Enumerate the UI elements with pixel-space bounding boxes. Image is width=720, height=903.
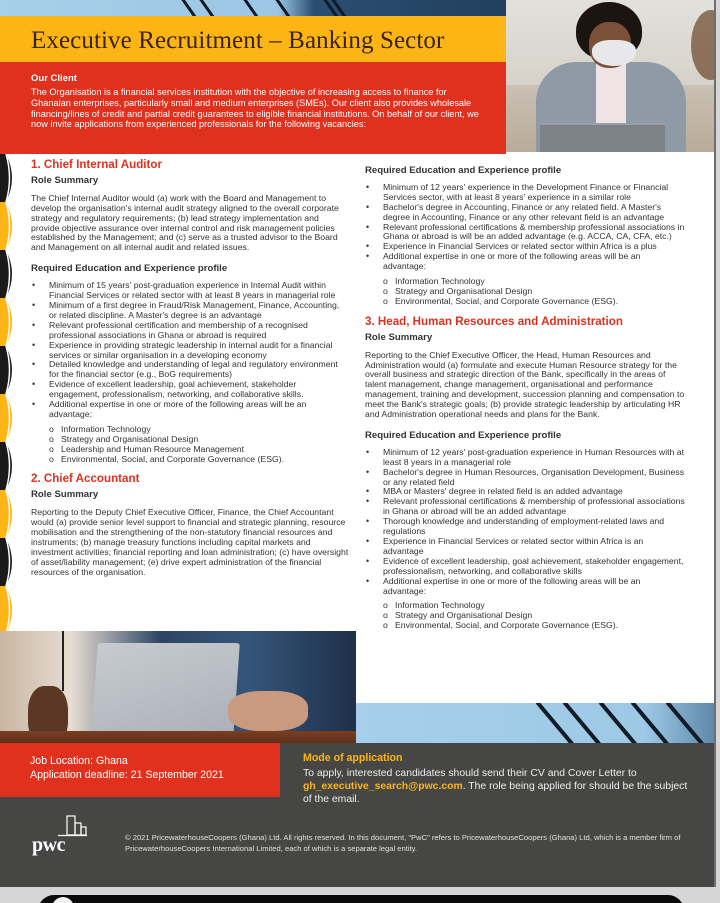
role-title: 3. Head, Human Resources and Administration — [365, 314, 623, 328]
list-item: • Relevant professional certifications & membership professional associations in Ghana or abroad is will be an added advantage (e.g. ACCA, CA, CFA, etc.) — [365, 223, 685, 243]
application-text-before: To apply, interested candidates should send their CV and Cover Letter to — [303, 768, 637, 779]
role-chief-accountant-requirements — [365, 166, 685, 307]
list-item: • Relevant professional certifications & membership of professional associations in Ghana or abroad will be an added advantage — [365, 497, 685, 517]
bottom-banner — [38, 895, 684, 903]
requirements-list — [365, 183, 685, 272]
list-item: • MBA or Masters' degree in related field is an added advantage — [365, 487, 685, 497]
mode-of-application-heading: Mode of application — [303, 752, 403, 764]
list-item: • Relevant professional certification and membership of a recognised professional associations in Ghana or abroad is required — [31, 321, 349, 341]
list-item: o Leadership and Human Resource Management — [49, 445, 349, 455]
list-item: • Minimum of a first degree in Fraud/Risk Management, Finance, Accounting, or related discipline. A Master's degree is an advantage — [31, 301, 349, 321]
copyright-text: © 2021 PricewaterhouseCoopers (Ghana) Ltd. All rights reserved. In this document, "PwC" refers to PricewaterhouseCoopers (Ghana) Ltd, which is a member firm of PricewaterhouseCoopers International Limited, each of which is a separate legal entity. — [125, 833, 681, 853]
role-summary-label: Role Summary — [365, 331, 433, 343]
banner-icon — [52, 897, 74, 903]
requirements-list — [31, 281, 349, 420]
role-summary-text: Reporting to the Deputy Chief Executive Officer, Finance, the Chief Accountant would (a) provide senior level support to financial and strategic planning, resource mobilisation and the strengthening of the non-statutory financial resources and instruments; (b) manage treasury functions including capital markets and investment activities; financial reporting and loan administration; (c) have oversight of asset/liability management; (e) drive expert administration of the financial resources of the organisation. — [31, 507, 349, 577]
requirements-label: Required Education and Experience profile — [31, 263, 228, 275]
list-item: o Environmental, Social, and Corporate Governance (ESG). — [383, 621, 685, 631]
page-title: Executive Recruitment – Banking Sector — [31, 27, 445, 54]
role-summary-label: Role Summary — [31, 489, 99, 501]
application-text-after: . The role being applied for should be the subject of the email. — [303, 781, 688, 805]
header-photo — [506, 0, 716, 152]
list-item: • Bachelor's degree in Accounting, Finance or any related field. A Master's degree in Accounting, Finance or any other relevant field is an advantage — [365, 203, 685, 223]
list-item: • Experience in Financial Services or related sector within Africa is an advantage — [365, 537, 685, 557]
left-column — [31, 160, 349, 589]
role-title: 1. Chief Internal Auditor — [31, 158, 162, 171]
client-intro — [0, 62, 506, 154]
expertise-list — [31, 425, 349, 465]
role-summary-label: Role Summary — [31, 174, 99, 186]
requirements-label: Required Education and Experience profile — [365, 165, 562, 176]
requirements-label: Required Education and Experience profile — [365, 429, 562, 441]
intro-heading: Our Client — [31, 73, 77, 84]
decorative-border — [0, 154, 18, 634]
list-item: • Minimum of 15 years' post-graduation experience in Internal Audit within Financial Services or related sector with at least 8 years in managerial role — [31, 281, 349, 301]
role-chief-internal-auditor — [31, 160, 349, 464]
list-item: • Detailed knowledge and understanding of legal and regulatory environment for the financial sector (e.g., BoG requirements) — [31, 360, 349, 380]
expertise-list — [365, 601, 685, 631]
list-item: • Experience in providing strategic leadership in internal audit for a financial services or similar organisation in a developing economy — [31, 341, 349, 361]
job-location-block — [0, 743, 280, 797]
header-sky-image — [0, 0, 506, 16]
intro-text: The Organisation is a financial services institution with the objective of increasing access to finance for Ghanaian enterprises, particularly small and medium enterprises (SMEs). Our client also provides wholesale financing/lines of credit and partial credit guarantees to eligible financial institutions. On behalf of our client, we now invite applications from experienced professionals for the following vacancies: — [31, 87, 479, 130]
role-head-hr-admin — [365, 314, 685, 631]
list-item: o Strategy and Organisational Design — [383, 611, 685, 621]
list-item: o Strategy and Organisational Design — [383, 287, 685, 297]
list-item: • Minimum of 12 years' experience in the Development Finance or Financial Services sector, with at least 8 years' experience in a similar role — [365, 183, 685, 203]
expertise-list — [365, 277, 685, 307]
list-item: o Strategy and Organisational Design — [49, 435, 349, 445]
list-item: • Bachelor's degree in Human Resources, Organisation Development, Business or any related field — [365, 468, 685, 488]
list-item: o Information Technology — [383, 601, 685, 611]
list-item: • Additional expertise in one or more of the following areas will be an advantage: — [365, 252, 685, 272]
right-column — [365, 166, 685, 641]
list-item: • Experience in Financial Services or related sector within Africa is a plus — [365, 242, 685, 252]
requirements-list — [365, 448, 685, 597]
list-item: o Information Technology — [49, 425, 349, 435]
list-item: • Evidence of excellent leadership, goal achievement, stakeholder engagement, professionalism, networking, and collaborative skills — [365, 557, 685, 577]
meeting-photo — [0, 631, 356, 750]
list-item: • Minimum of 12 years' post-graduation experience in Human Resources with at least 8 years in a managerial role — [365, 448, 685, 468]
role-title: 2. Chief Accountant — [31, 472, 140, 486]
role-summary-text: The Chief Internal Auditor would (a) work with the Board and Management to develop the organisation's internal audit strategy aligned to the overall corporate strategy and regulatory requirements; (b) lead strategy implementation and provide objective assurance over internal control and risk management policies established by the Management; and (c) serve as a trusted advisor to the Board and Management on all internal audit and related issues. — [31, 192, 339, 253]
list-item: o Information Technology — [383, 277, 685, 287]
role-summary-text: Reporting to the Chief Executive Officer, the Head, Human Resources and Administration would (a) formulate and execute Human Resource strategy for the overall business and strategic direction of the Bank, specifically in the areas of talent management, change management, organisational and performance management, training and development, succession planning and compensation to meet the Bank's strategic goals; (b) provide strategic leadership by articulating HR and Administration operational needs and plans for the Bank. — [365, 349, 685, 420]
list-item: • Additional expertise in one or more of the following areas will be an advantage: — [31, 400, 349, 420]
pwc-logo-text: pwc — [32, 834, 65, 856]
job-location: Job Location: Ghana — [30, 755, 128, 767]
list-item: o Environmental, Social, and Corporate Governance (ESG). — [49, 455, 349, 465]
list-item: • Evidence of excellent leadership, goal achievement, stakeholder engagement, professionalism, networking, and collaborative skills. — [31, 380, 349, 400]
pwc-logo — [32, 815, 92, 860]
list-item: • Additional expertise in one or more of the following areas will be an advantage: — [365, 577, 685, 597]
title-bar — [0, 16, 506, 62]
application-email-link[interactable]: gh_executive_search@pwc.com — [303, 781, 463, 792]
role-chief-accountant — [31, 474, 349, 577]
application-deadline: Application deadline: 21 September 2021 — [30, 769, 224, 781]
list-item: • Thorough knowledge and understanding of employment-related laws and regulations — [365, 517, 685, 537]
mode-of-application-text — [303, 767, 693, 806]
list-item: o Environmental, Social, and Corporate Governance (ESG). — [383, 297, 685, 307]
